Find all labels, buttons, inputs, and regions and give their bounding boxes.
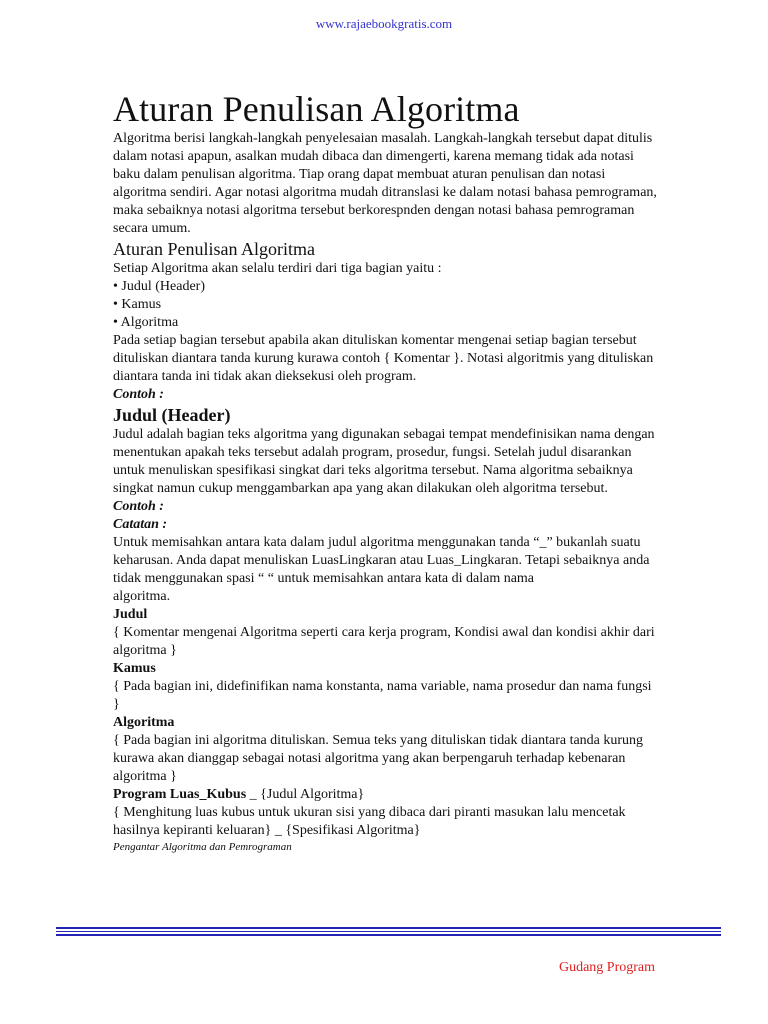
program-label: Program Luas_Kubus <box>113 787 247 802</box>
list-item: • Algoritma <box>113 315 179 330</box>
comment-paragraph: Pada setiap bagian tersebut apabila akan dituliskan komentar mengenai setiap bagian tersebut dituliskan diantara tanda kurung kurawa contoh { Komentar }. Notasi algoritmis yang dituliskan diantara tanda ini tidak akan dieksekusi oleh program. <box>113 333 654 384</box>
intro-paragraph: Algoritma berisi langkah-langkah penyelesaian masalah. Langkah-langkah tersebut dapat ditulis dalam notasi apapun, asalkan mudah dibaca dan dimengerti, karena memang tidak ada notasi baku dalam penulisan algoritma. Tiap orang dapat membuat aturan penulisan dan notasi algoritma sendiri. Agar notasi algoritma mudah ditranslasi ke dalam notasi bahasa pemrograman, maka sebaiknya notasi algoritma tersebut berkorespnden dengan notasi bahasa pemrograman secara umum. <box>113 131 657 236</box>
list-item: • Kamus <box>113 297 162 312</box>
note-paragraph-end: algoritma. <box>113 589 171 604</box>
section-heading-aturan: Aturan Penulisan Algoritma <box>113 239 315 259</box>
judul-label: Judul <box>113 607 148 622</box>
brand-label: Gudang Program <box>558 960 655 975</box>
example-label: Contoh : <box>113 387 164 402</box>
kamus-label: Kamus <box>113 661 156 676</box>
program-spec: { Menghitung luas kubus untuk ukuran sisi yang dibaca dari piranti masukan lalu mencetak hasilnya kepiranti keluaran} _ {Spesifikasi Algoritma} <box>113 805 626 838</box>
list-item: • Judul (Header) <box>113 279 205 294</box>
section-lead: Setiap Algoritma akan selalu terdiri dari tiga bagian yaitu : <box>113 261 442 276</box>
judul-comment: { Komentar mengenai Algoritma seperti cara kerja program, Kondisi awal dan kondisi akhir dari algoritma } <box>113 625 655 658</box>
site-url-link[interactable]: www.rajaebookgratis.com <box>315 16 453 31</box>
program-line <box>113 786 658 804</box>
footer-divider <box>56 931 721 932</box>
kamus-comment: { Pada bagian ini, didefinifikan nama konstanta, nama variable, nama prosedur dan nama fungsi } <box>113 679 652 712</box>
program-comment: _ {Judul Algoritma} <box>246 787 365 802</box>
note-label: Catatan : <box>113 517 168 532</box>
section-heading-judul: Judul (Header) <box>113 405 231 425</box>
algoritma-comment: { Pada bagian ini algoritma dituliskan. Semua teks yang dituliskan tidak diantara tanda kurung kurawa akan dianggap sebagai notasi algoritma yang akan berpengaruh terhadap kebenaran algoritma } <box>113 733 644 784</box>
document-content <box>113 88 658 854</box>
footer-divider <box>56 934 721 936</box>
footer-note: Pengantar Algoritma dan Pemrograman <box>113 841 292 853</box>
footer-divider <box>56 927 721 929</box>
note-paragraph: Untuk memisahkan antara kata dalam judul algoritma menggunakan tanda “_” bukanlah suatu keharusan. Anda dapat menuliskan LuasLingkaran atau Luas_Lingkaran. Tetapi sebaiknya anda tidak menggunakan spasi “ “ untuk memisahkan antara kata di dalam nama <box>113 535 650 586</box>
judul-paragraph: Judul adalah bagian teks algoritma yang digunakan sebagai tempat mendefinisikan nama dengan menentukan apakah teks tersebut adalah program, prosedur, fungsi. Setelah judul disarankan untuk menuliskan spesifikasi singkat dari teks algoritma tersebut. Nama algoritma sebaiknya singkat namun cukup menggambarkan apa yang akan dilakukan oleh algoritma tersebut. <box>113 427 655 496</box>
algoritma-label: Algoritma <box>113 715 175 730</box>
page-title: Aturan Penulisan Algoritma <box>113 89 520 129</box>
example-label: Contoh : <box>113 499 164 514</box>
